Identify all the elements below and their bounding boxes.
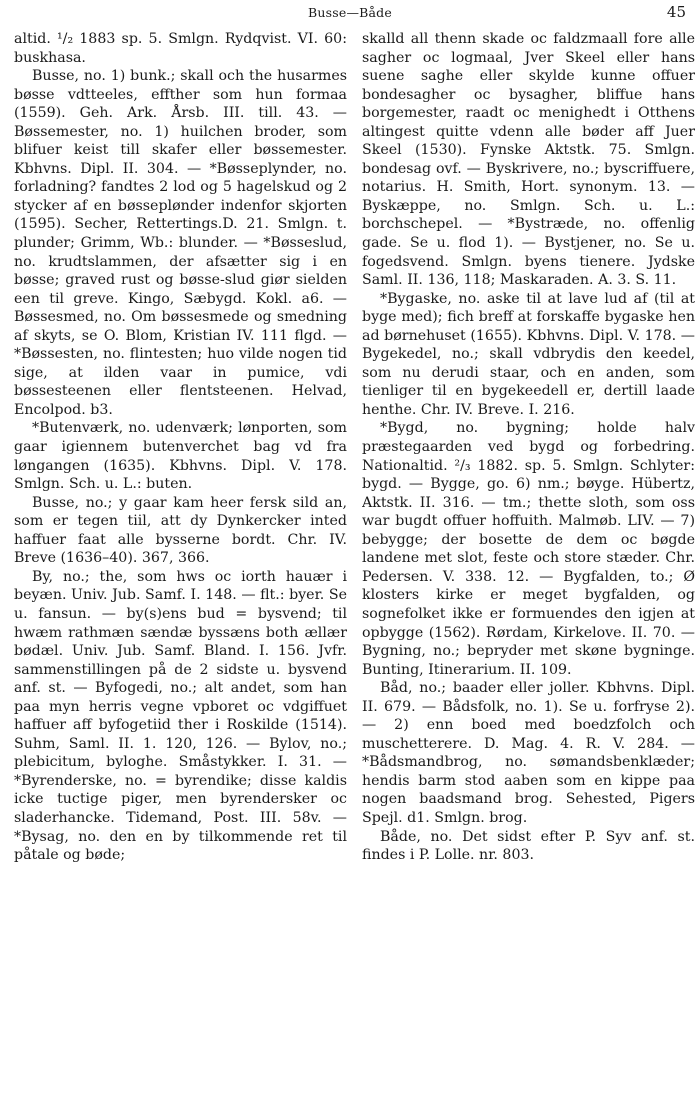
left-paragraph: Busse, no.; y gaar kam heer fersk sild an, som er tegen tiil, att dy Dynkercker inted haffuer faat alle bysserne bordt. Chr. IV. Breve (1636–40). 367, 366. (14, 494, 347, 567)
right-paragraph: *Bygd, no. bygning; holde halv præstegaarden ved bygd og forbedring. Nationaltid. ²/₃ 1882. sp. 5. Smlgn. Schlyter: bygd. — Bygge, go. 6) nm.; bøyge. Hübertz, Aktstk. II. 316. — tm.; thette sloth, som oss war bugdt offuer hoffuith. Malmøb. LIV. — 7) bebygge; der bosette de dem oc bøgde landene met slot, feste och store stæder. Chr. Pedersen. V. 338. 12. — Bygfalden, to.; Ø klosters kirke er meget bygfalden, og sognefolket ikke er formuendes den igjen at opbygge (1562). Rørdam, Kirkelove. II. 70. — Bygning, no.; bepryder met skøne bygninge. Bunting, Itinerarium. II. 109. (362, 420, 695, 678)
right-column (362, 30, 695, 1115)
right-paragraph: Både, no. Det sidst efter P. Syv anf. st. findes i P. Lolle. nr. 803. (362, 828, 695, 864)
left-paragraph: By, no.; the, som hws oc iorth hauær i beyæn. Univ. Jub. Samf. I. 148. — flt.: byer. Se u. fansun. — by(s)ens bud = bysvend; til hwæm rathmæn sændæ byssæns both ællær bødæl. Univ. Jub. Samf. Bland. I. 156. Jvfr. sammenstillingen på de 2 sidste u. bysvend anf. st. — Byfogedi, no.; alt andet, som han paa myn herris vegne vpboret oc vdgiffuet haffuer aff byfogetiid ther i Roskilde (1514). Suhm, Saml. II. 1. 120, 126. — Bylov, no.; plebicitum, byloghe. Småstykker. I. 31. — *Byrenderske, no. = byrendike; disse kaldis icke tuctige piger, men byrendersker oc sladerhancke. Tidemand, Post. III. 58v. — *Bysag, no. den en by tilkommende ret til påtale og bøde; (14, 568, 347, 864)
right-paragraph: skalld all thenn skade oc faldzmaall fore alle sagher oc logmaal, Jver Skeel eller hans suene saghe eller skylde kunne offuer bondesagher oc bysagher, bliffue hans borgemester, raadt oc menighedt i Otthens altingest quitte vdenn alle bøder aff Juer Skeel (1530). Fynske Aktstk. 75. Smlgn. bondesag ovf. — Byskrivere, no.; byscriffuere, notarius. H. Smith, Hort. synonym. 13. — Byskæppe, no. Smlgn. Sch. u. L.: borchschepel. — *Bystræde, no. offenlig gade. Se u. flod 1). — Bystjener, no. Se u. fogedsvend. Smlgn. byens tienere. Jydske Saml. II. 136, 118; Maskaraden. A. 3. S. 11. (362, 31, 695, 289)
page-number: 45 (666, 3, 686, 21)
running-head: Busse—Både (307, 5, 392, 20)
left-column (14, 30, 347, 1115)
left-paragraph: Busse, no. 1) bunk.; skall och the husarmes bøsse vdtteeles, effther som hun formaa (1559). Geh. Ark. Årsb. III. till. 43. — Bøssemester, no. 1) huilchen broder, som blifuer keist till skafer eller bøssemester. Kbhvns. Dipl. II. 304. — *Bøsseplynder, no. forladning? fandtes 2 lod og 5 hagelskud og 2 stycker af en bøsseplønder indenfor skjorten (1595). Secher, Rettertings.D. 21. Smlgn. t. plunder; Grimm, Wb.: blunder. — *Bøsseslud, no. krudtslammen, der afsætter sig i en bøsse; graved rust og bøsse-slud giør sielden een til greve. Kingo, Sæbygd. Kokl. a6. — Bøssesmed, no. Om bøssesmede og smedning af skyts, se O. Blom, Kristian IV. 111 flgd. — *Bøssesten, no. flintesten; huo vilde nogen tid sige, at ilden vaar in pumice, vdi bøssesteenen eller flentsteenen. Helvad, Encolpod. b3. (14, 68, 347, 418)
left-paragraph: altid. ¹/₂ 1883 sp. 5. Smlgn. Rydqvist. VI. 60: buskhasa. (14, 31, 347, 66)
page-header (0, 0, 700, 30)
right-paragraph: *Bygaske, no. aske til at lave lud af (til at byge med); fich breff at forskaffe bygaske hen ad børnehuset (1655). Kbhvns. Dipl. V. 178. — Bygekedel, no.; skall vdbrydis den keedel, som nu derudi staar, och en anden, som tienliger til en bygekeedell er, dertill laade henthe. Chr. IV. Breve. I. 216. (362, 290, 695, 418)
left-paragraph: *Butenværk, no. udenværk; lønporten, som gaar igiennem butenverchet bag vd fra løngangen (1635). Kbhvns. Dipl. V. 178. Smlgn. Sch. u. L.: buten. (14, 420, 347, 493)
right-paragraph: Båd, no.; baader eller joller. Kbhvns. Dipl. II. 679. — Bådsfolk, no. 1). Se u. forfryse 2). — 2) enn boed med boedzfolch och muschetterere. D. Mag. 4. R. V. 284. — *Bådsmandbrog, no. sømandsbenklæder; hendis barm stod aaben som en kippe paa nogen baadsmand brog. Sehested, Pigers Spejl. d1. Smlgn. brog. (362, 680, 695, 826)
